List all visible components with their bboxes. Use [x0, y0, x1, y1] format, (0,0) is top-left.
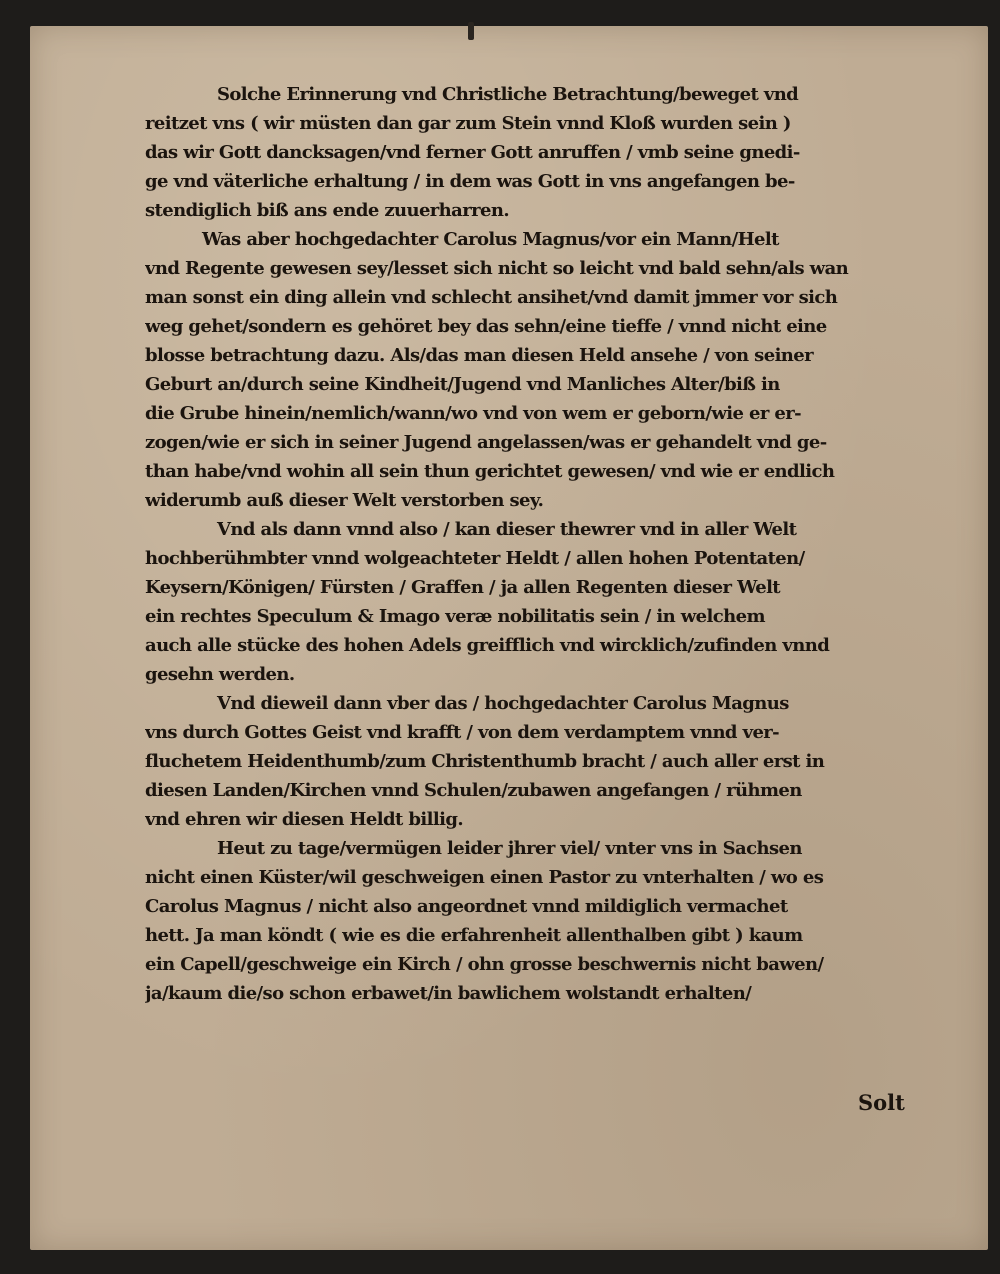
text-line: gesehn werden. — [145, 664, 295, 685]
text-line: diesen Landen/Kirchen vnnd Schulen/zubawen angefangen / rühmen — [145, 780, 802, 801]
text-line: die Grube hinein/nemlich/wann/wo vnd von wem er geborn/wie er er- — [145, 403, 802, 424]
text-line: than habe/vnd wohin all sein thun gerichtet gewesen/ vnd wie er endlich — [145, 461, 835, 482]
text-line: hett. Ja man köndt ( wie es die erfahrenheit allenthalben gibt ) kaum — [145, 925, 803, 946]
text-line: hochberühmbter vnnd wolgeachteter Heldt / allen hohen Potentaten/ — [145, 548, 805, 569]
text-line: nicht einen Küster/wil geschweigen einen Pastor zu vnterhalten / wo es — [145, 867, 824, 888]
text-line: blosse betrachtung dazu. Als/das man diesen Held ansehe / von seiner — [145, 345, 814, 366]
text-line: auch alle stücke des hohen Adels greifflich vnd wircklich/zufinden vnnd — [145, 635, 830, 656]
text-line: stendiglich biß ans ende zuuerharren. — [145, 200, 510, 221]
text-line: das wir Gott dancksagen/vnd ferner Gott anruffen / vmb seine gnedi- — [145, 142, 800, 163]
text-line: ein rechtes Speculum & Imago veræ nobilitatis sein / in welchem — [145, 606, 765, 627]
text-line: vns durch Gottes Geist vnd krafft / von dem verdamptem vnnd ver- — [145, 722, 780, 743]
text-line: ge vnd väterliche erhaltung / in dem was Gott in vns angefangen be- — [145, 171, 795, 192]
text-line: vnd Regente gewesen sey/lesset sich nicht so leicht vnd bald sehn/als wan — [145, 258, 849, 279]
text-line: Solche Erinnerung vnd Christliche Betrachtung/beweget vnd — [217, 84, 799, 105]
text-line: vnd ehren wir diesen Heldt billig. — [145, 809, 463, 830]
text-line: Was aber hochgedachter Carolus Magnus/vor ein Mann/Helt — [202, 229, 779, 250]
text-line: zogen/wie er sich in seiner Jugend angelassen/was er gehandelt vnd ge- — [145, 432, 827, 453]
text-line: Heut zu tage/vermügen leider jhrer viel/ vnter vns in Sachsen — [217, 838, 802, 859]
text-line: Vnd dieweil dann vber das / hochgedachter Carolus Magnus — [217, 693, 789, 714]
text-line: reitzet vns ( wir müsten dan gar zum Stein vnnd Kloß wurden sein ) — [145, 113, 791, 134]
binding-mark — [468, 22, 474, 40]
text-line: ja/kaum die/so schon erbawet/in bawlichem wolstandt erhalten/ — [145, 983, 752, 1004]
text-line: widerumb auß dieser Welt verstorben sey. — [145, 490, 544, 511]
text-line: Keysern/Königen/ Fürsten / Graffen / ja allen Regenten dieser Welt — [145, 577, 781, 598]
text-line: fluchetem Heidenthumb/zum Christenthumb bracht / auch aller erst in — [145, 751, 825, 772]
text-line: Carolus Magnus / nicht also angeordnet vnnd mildiglich vermachet — [145, 896, 788, 917]
catchword: Solt — [858, 1090, 905, 1115]
text-line: weg gehet/sondern es gehöret bey das sehn/eine tieffe / vnnd nicht eine — [145, 316, 827, 337]
text-line: ein Capell/geschweige ein Kirch / ohn grosse beschwernis nicht bawen/ — [145, 954, 824, 975]
text-line: Vnd als dann vnnd also / kan dieser thewrer vnd in aller Welt — [217, 519, 797, 540]
text-line: man sonst ein ding allein vnd schlecht ansihet/vnd damit jmmer vor sich — [145, 287, 838, 308]
body-text — [145, 80, 920, 1008]
text-line: Geburt an/durch seine Kindheit/Jugend vnd Manliches Alter/biß in — [145, 374, 780, 395]
